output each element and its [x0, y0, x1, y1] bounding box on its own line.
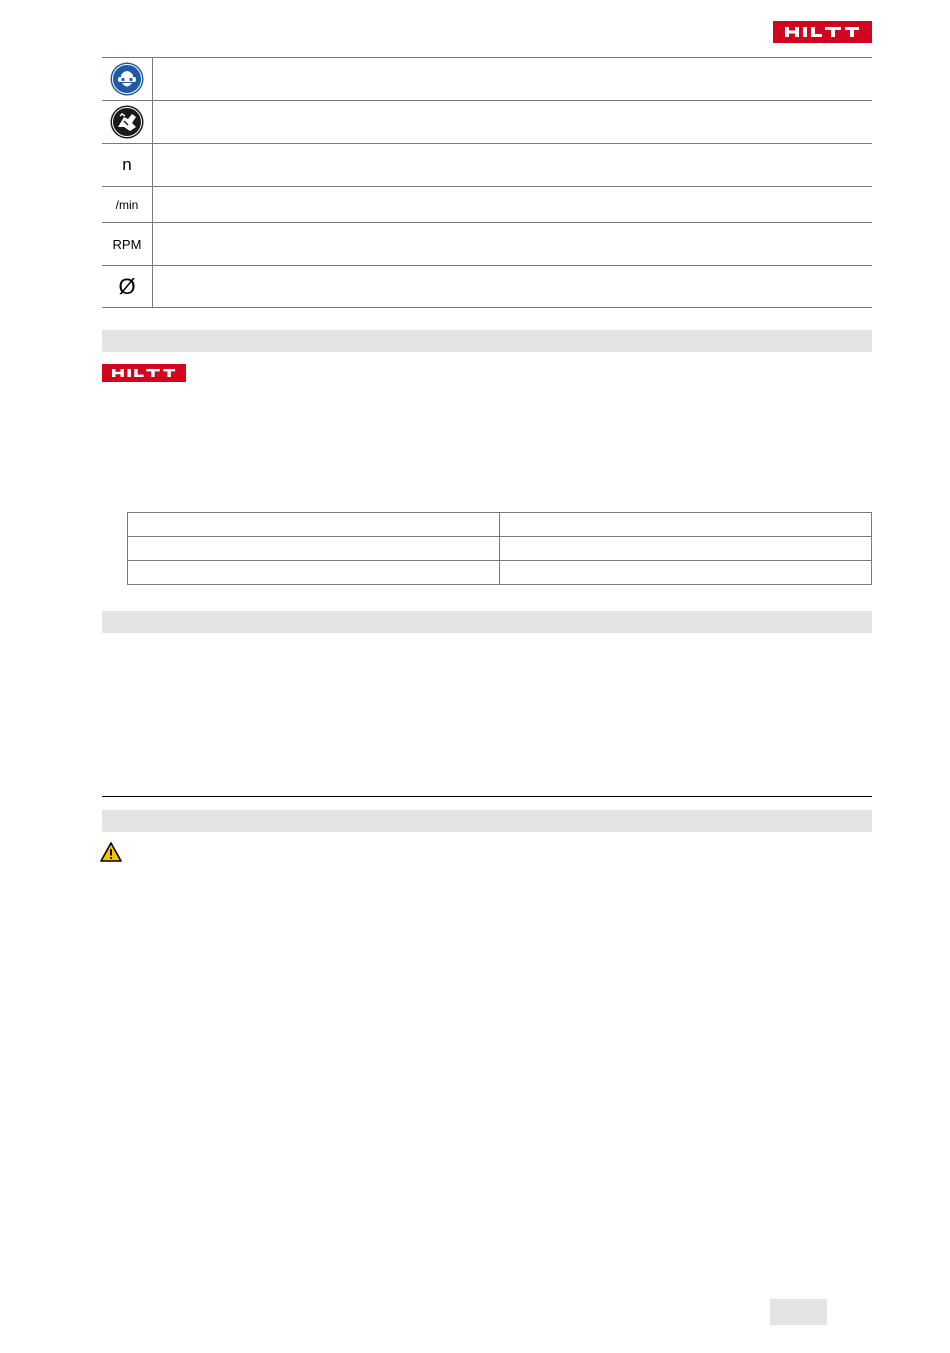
symbol-row [102, 144, 872, 187]
symbol-description [153, 223, 872, 265]
hilti-logo [102, 364, 186, 382]
divider [102, 796, 872, 797]
hilti-logo-graphic [773, 21, 872, 43]
symbol-cell [102, 223, 153, 265]
no-hand-grip-icon [110, 105, 144, 139]
table-row [128, 537, 872, 561]
section-heading-bar [102, 330, 872, 352]
table-cell [500, 513, 872, 537]
section-heading-bar [102, 611, 872, 633]
symbol-row [102, 187, 872, 223]
symbol-description [153, 101, 872, 143]
warning-icon [100, 842, 122, 862]
page-number-box [770, 1299, 827, 1325]
data-table [127, 512, 872, 585]
table-cell [128, 537, 500, 561]
eye-protection-icon [110, 62, 144, 96]
table-row [128, 561, 872, 585]
table-row [128, 513, 872, 537]
symbol-description [153, 58, 872, 100]
symbol-cell [102, 266, 153, 307]
table-cell [128, 513, 500, 537]
hilti-logo [773, 21, 872, 43]
warning-triangle-icon [100, 842, 122, 862]
symbol-row [102, 223, 872, 266]
per-minute-symbol: /min [115, 197, 139, 212]
section-heading-bar [102, 810, 872, 832]
symbol-cell [102, 101, 153, 143]
symbol-description [153, 266, 872, 307]
table-cell [500, 537, 872, 561]
symbol-cell [102, 144, 153, 186]
hilti-logo-graphic [102, 364, 186, 382]
symbol-description [153, 187, 872, 222]
symbol-cell [102, 187, 153, 222]
diameter-symbol: Ø [118, 273, 136, 299]
symbol-description [153, 144, 872, 186]
table-cell [500, 561, 872, 585]
symbol-row [102, 58, 872, 101]
symbol-cell [102, 58, 153, 100]
symbol-row [102, 266, 872, 308]
symbol-row [102, 101, 872, 144]
symbol-table [102, 57, 872, 308]
rpm-symbol: RPM [112, 236, 142, 252]
table-cell [128, 561, 500, 585]
rated-speed-symbol: n [122, 155, 132, 174]
